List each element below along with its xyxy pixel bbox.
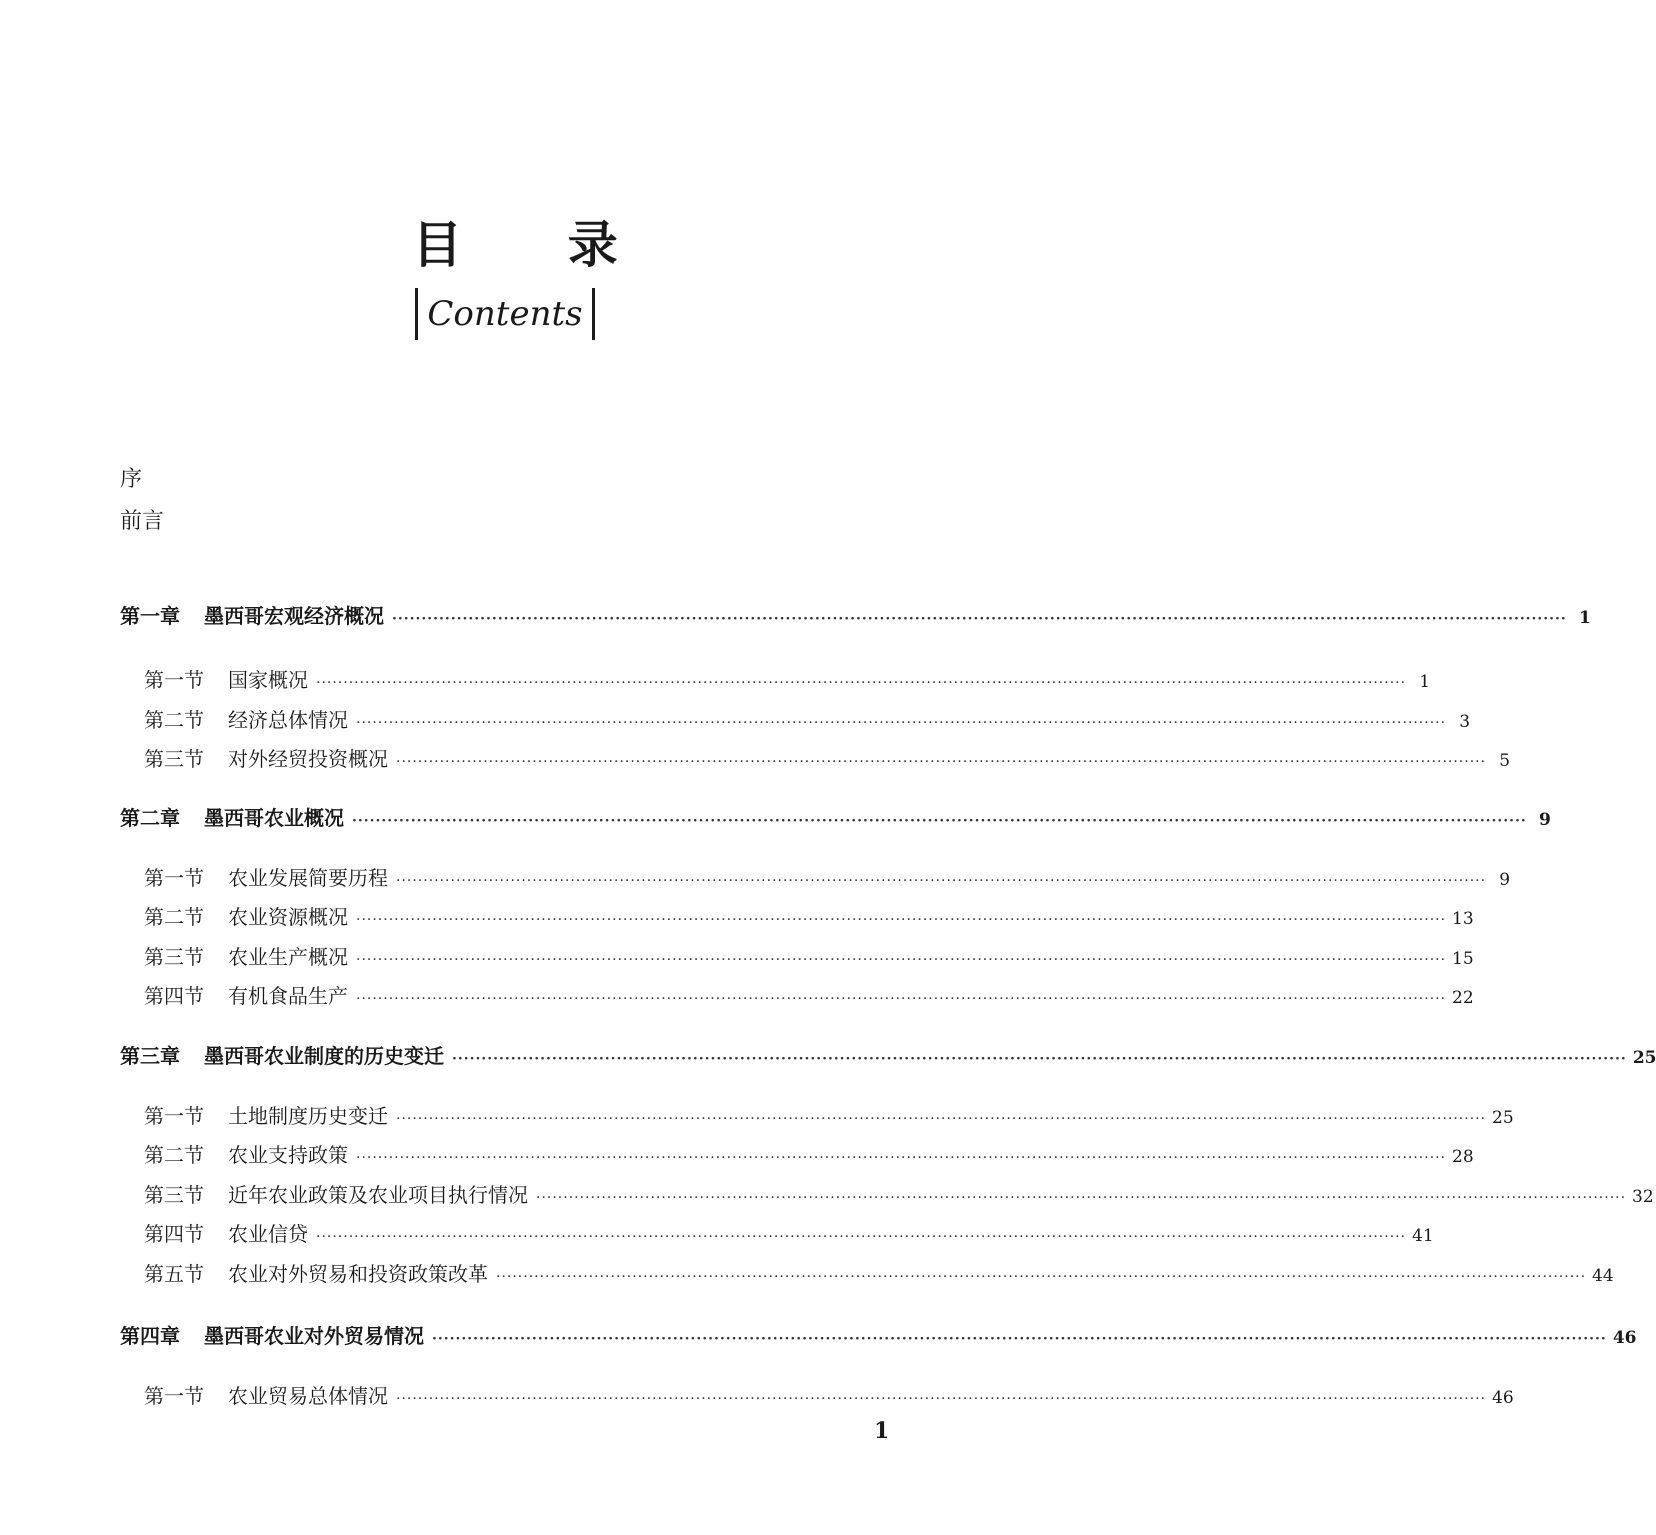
toc-entry-number: 第二章 <box>120 806 180 830</box>
toc-entry-title: 农业贸易总体情况 <box>228 1384 388 1408</box>
toc-entry-number: 第一节 <box>144 1384 204 1408</box>
toc-leader-dots: ········································································································································································································ <box>396 754 1487 770</box>
contents-subtitle: Contents <box>427 294 583 334</box>
toc-leader-dots: ········································································································································································································ <box>396 1391 1487 1407</box>
toc-entry-title: 有机食品生产 <box>228 984 348 1008</box>
toc-entry-number: 第一节 <box>144 668 204 692</box>
toc-entry-number: 第三节 <box>144 945 204 969</box>
toc-leader-dots: ········································································································································································································ <box>356 715 1447 731</box>
page-title: 目 录 <box>412 216 662 274</box>
toc-entry-number: 第四章 <box>120 1324 180 1348</box>
toc-section-row[interactable] <box>144 1100 1514 1129</box>
front-matter-preface[interactable]: 序 <box>120 467 143 492</box>
toc-page-number: 32 <box>1632 1187 1654 1207</box>
toc-entry-title: 墨西哥农业对外贸易情况 <box>204 1324 424 1348</box>
toc-entry-title: 农业资源概况 <box>228 905 348 929</box>
toc-page-number: 1 <box>1578 608 1591 628</box>
toc-leader-dots: ········································································································································································································ <box>316 1229 1407 1245</box>
toc-leader-dots: ········································································································································································································ <box>452 1051 1627 1067</box>
toc-entry-number: 第三节 <box>144 747 204 771</box>
toc-entry-number: 第三章 <box>120 1044 180 1068</box>
toc-chapter-row[interactable] <box>120 600 1591 629</box>
toc-section-row[interactable] <box>144 980 1474 1009</box>
toc-entry-title: 墨西哥宏观经济概况 <box>204 604 384 628</box>
toc-leader-dots: ········································································································································································································ <box>356 1150 1447 1166</box>
toc-entry-title: 农业生产概况 <box>228 945 348 969</box>
toc-leader-dots: ········································································································································································································ <box>316 675 1407 691</box>
toc-entry-number: 第五节 <box>144 1262 204 1286</box>
toc-entry-title: 农业发展简要历程 <box>228 866 388 890</box>
toc-entry-number: 第一节 <box>144 1104 204 1128</box>
toc-entry-title: 国家概况 <box>228 668 308 692</box>
toc-section-row[interactable] <box>144 862 1511 891</box>
contents-subtitle-frame <box>415 288 595 340</box>
right-bracket-line <box>592 288 595 340</box>
toc-section-row[interactable] <box>144 901 1474 930</box>
toc-section-row[interactable] <box>144 1258 1614 1287</box>
toc-page-number: 9 <box>1499 870 1511 890</box>
toc-entry-number: 第二节 <box>144 1143 204 1167</box>
toc-entry-title: 墨西哥农业概况 <box>204 806 344 830</box>
toc-entry-title: 农业支持政策 <box>228 1143 348 1167</box>
toc-leader-dots: ········································································································································································································ <box>356 912 1447 928</box>
toc-section-row[interactable] <box>144 743 1511 772</box>
toc-entry-number: 第四节 <box>144 984 204 1008</box>
toc-entry-title: 土地制度历史变迁 <box>228 1104 388 1128</box>
toc-chapter-row[interactable] <box>120 1320 1637 1349</box>
toc-leader-dots: ········································································································································································································ <box>496 1269 1587 1285</box>
toc-page-number: 44 <box>1592 1266 1614 1286</box>
toc-section-row[interactable] <box>144 1218 1434 1247</box>
toc-page-number: 1 <box>1419 672 1431 692</box>
toc-entry-number: 第二节 <box>144 905 204 929</box>
toc-leader-dots: ········································································································································································································ <box>356 991 1447 1007</box>
toc-chapter-row[interactable] <box>120 802 1551 831</box>
toc-page-number: 9 <box>1538 810 1551 830</box>
toc-page-number: 46 <box>1612 1328 1637 1348</box>
toc-page-number: 3 <box>1459 712 1471 732</box>
toc-entry-number: 第四节 <box>144 1222 204 1246</box>
toc-chapter-row[interactable] <box>120 1040 1656 1069</box>
front-matter-foreword[interactable]: 前言 <box>120 509 165 534</box>
toc-section-row[interactable] <box>144 1139 1474 1168</box>
toc-leader-dots: ········································································································································································································ <box>536 1190 1627 1206</box>
toc-entry-number: 第一节 <box>144 866 204 890</box>
toc-section-row[interactable] <box>144 941 1474 970</box>
toc-page-number: 41 <box>1412 1226 1434 1246</box>
toc-page-number: 22 <box>1452 988 1474 1008</box>
toc-section-row[interactable] <box>144 1179 1654 1208</box>
toc-entry-number: 第二节 <box>144 708 204 732</box>
toc-entry-title: 农业信贷 <box>228 1222 308 1246</box>
toc-entry-number: 第三节 <box>144 1183 204 1207</box>
toc-page-number: 46 <box>1492 1388 1514 1408</box>
toc-leader-dots: ········································································································································································································ <box>396 873 1487 889</box>
toc-entry-number: 第一章 <box>120 604 180 628</box>
toc-leader-dots: ········································································································································································································ <box>392 611 1567 627</box>
toc-page-number: 25 <box>1632 1048 1656 1068</box>
toc-page-number: 5 <box>1499 751 1511 771</box>
toc-leader-dots: ········································································································································································································ <box>432 1331 1607 1347</box>
toc-section-row[interactable] <box>144 664 1431 693</box>
page-number: 1 <box>874 1418 890 1444</box>
toc-page-number: 15 <box>1452 949 1474 969</box>
toc-entry-title: 经济总体情况 <box>228 708 348 732</box>
toc-page-number: 25 <box>1492 1108 1514 1128</box>
toc-leader-dots: ········································································································································································································ <box>356 952 1447 968</box>
toc-entry-title: 农业对外贸易和投资政策改革 <box>228 1262 488 1286</box>
toc-page-number: 28 <box>1452 1147 1474 1167</box>
toc-leader-dots: ········································································································································································································ <box>352 813 1527 829</box>
toc-entry-title: 近年农业政策及农业项目执行情况 <box>228 1183 528 1207</box>
toc-page-number: 13 <box>1452 909 1474 929</box>
toc-entry-title: 墨西哥农业制度的历史变迁 <box>204 1044 444 1068</box>
toc-entry-title: 对外经贸投资概况 <box>228 747 388 771</box>
toc-section-row[interactable] <box>144 1380 1514 1409</box>
toc-leader-dots: ········································································································································································································ <box>396 1111 1487 1127</box>
toc-section-row[interactable] <box>144 704 1471 733</box>
